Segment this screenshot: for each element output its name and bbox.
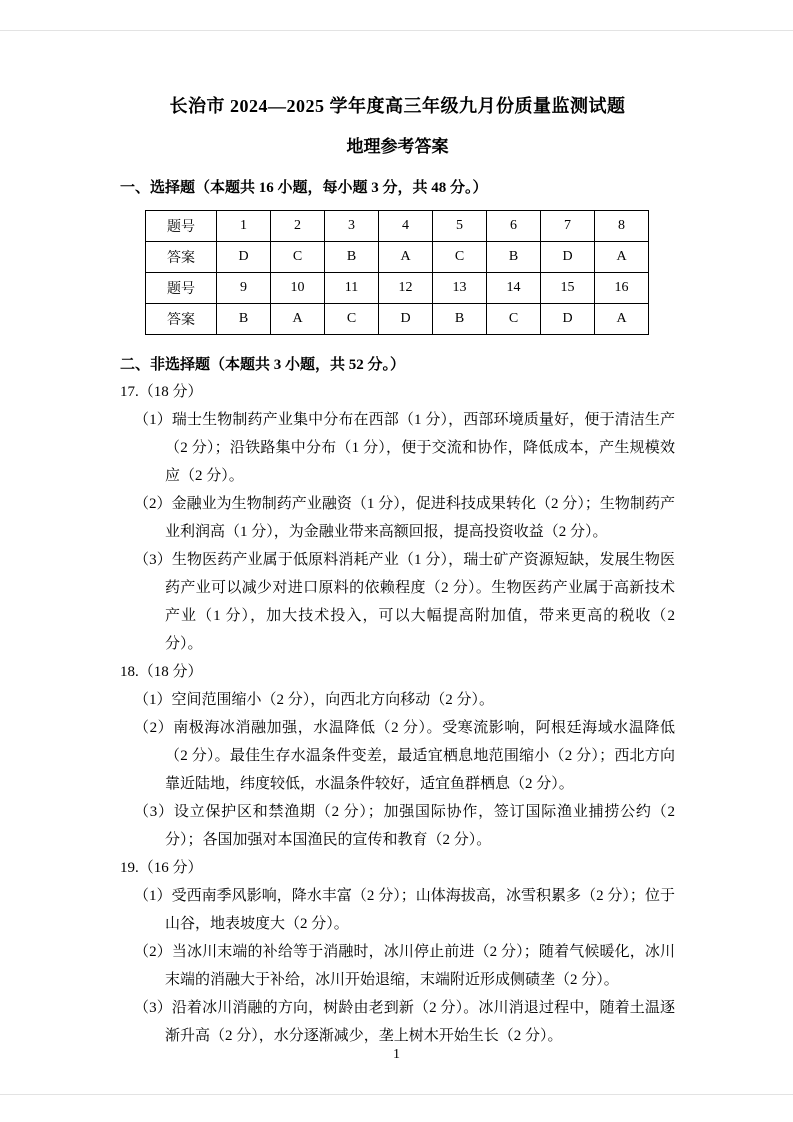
page-number: 1 [393,1047,400,1062]
table-cell: 题号 [146,211,217,242]
page-edge-top [0,30,793,31]
table-cell: 答案 [146,242,217,273]
table-cell: 1 [217,211,271,242]
table-cell: A [595,304,649,335]
table-row [146,242,649,273]
answer-item: （1）瑞士生物制药产业集中分布在西部（1 分），西部环境质量好，便于清洁生产（2 分）；沿铁路集中分布（1 分），便于交流和协作，降低成本，产生规模效应（2 分）。 [134,412,675,484]
table-cell: B [487,242,541,273]
question-number: 18.（18 分） [120,664,203,680]
table-cell: 题号 [146,273,217,304]
table-cell: 7 [541,211,595,242]
table-cell: A [379,242,433,273]
answer-table [145,210,649,335]
answer-item: （3）沿着冰川消融的方向，树龄由老到新（2 分）。冰川消退过程中，随着土温逐渐升高（2 分），水分逐渐减少，垄上树木开始生长（2 分）。 [134,1000,675,1044]
section2-heading: 二、非选择题（本题共 3 小题，共 52 分。） [120,357,406,373]
table-cell: 2 [271,211,325,242]
table-cell: 10 [271,273,325,304]
table-row [146,304,649,335]
table-cell: B [325,242,379,273]
answer-item: （2）金融业为生物制药产业融资（1 分），促进科技成果转化（2 分）；生物制药产业利润高（1 分），为金融业带来高额回报，提高投资收益（2 分）。 [134,496,675,540]
table-cell: 16 [595,273,649,304]
page-subtitle: 地理参考答案 [346,137,449,156]
table-cell: 13 [433,273,487,304]
table-cell: 8 [595,211,649,242]
table-cell: 答案 [146,304,217,335]
section1-heading: 一、选择题（本题共 16 小题，每小题 3 分，共 48 分。） [120,180,488,196]
table-cell: C [487,304,541,335]
table-cell: B [217,304,271,335]
page-edge-bottom [0,1094,793,1095]
table-row [146,273,649,304]
question-number: 17.（18 分） [120,384,203,400]
table-cell: 5 [433,211,487,242]
answer-item: （3）设立保护区和禁渔期（2 分）；加强国际协作，签订国际渔业捕捞公约（2 分）；各国加强对本国渔民的宣传和教育（2 分）。 [134,804,675,848]
table-cell: 14 [487,273,541,304]
table-cell: A [595,242,649,273]
page-title: 长治市 2024—2025 学年度高三年级九月份质量监测试题 [169,96,626,116]
table-cell: D [217,242,271,273]
table-cell: C [433,242,487,273]
answer-item: （1）受西南季风影响，降水丰富（2 分）；山体海拔高，冰雪积累多（2 分）；位于山谷，地表坡度大（2 分）。 [134,888,675,932]
table-cell: 12 [379,273,433,304]
question-block-19 [120,854,675,1050]
table-cell: 11 [325,273,379,304]
table-cell: A [271,304,325,335]
answer-item: （3）生物医药产业属于低原料消耗产业（1 分），瑞士矿产资源短缺，发展生物医药产业可以减少对进口原料的依赖程度（2 分）。生物医药产业属于高新技术产业（1 分），加大技术投入，可以大幅提高附加值，带来更高的税收（2 分）。 [134,552,675,652]
table-cell: 3 [325,211,379,242]
question-number: 19.（16 分） [120,860,203,876]
question-block-18 [120,658,675,854]
table-cell: 15 [541,273,595,304]
table-cell: 6 [487,211,541,242]
table-cell: D [379,304,433,335]
table-row [146,211,649,242]
table-cell: B [433,304,487,335]
table-cell: C [325,304,379,335]
answer-item: （2）当冰川末端的补给等于消融时，冰川停止前进（2 分）；随着气候暖化，冰川末端的消融大于补给，冰川开始退缩，末端附近形成侧碛垄（2 分）。 [134,944,675,988]
answer-item: （1）空间范围缩小（2 分），向西北方向移动（2 分）。 [134,692,495,708]
table-cell: 9 [217,273,271,304]
table-cell: 4 [379,211,433,242]
table-cell: D [541,304,595,335]
table-cell: D [541,242,595,273]
answer-item: （2）南极海冰消融加强，水温降低（2 分）。受寒流影响，阿根廷海域水温降低（2 分）。最佳生存水温条件变差，最适宜栖息地范围缩小（2 分）；西北方向靠近陆地，纬度较低，水温条件较好，适宜鱼群栖息（2 分）。 [134,720,675,792]
table-cell: C [271,242,325,273]
question-block-17 [120,378,675,658]
